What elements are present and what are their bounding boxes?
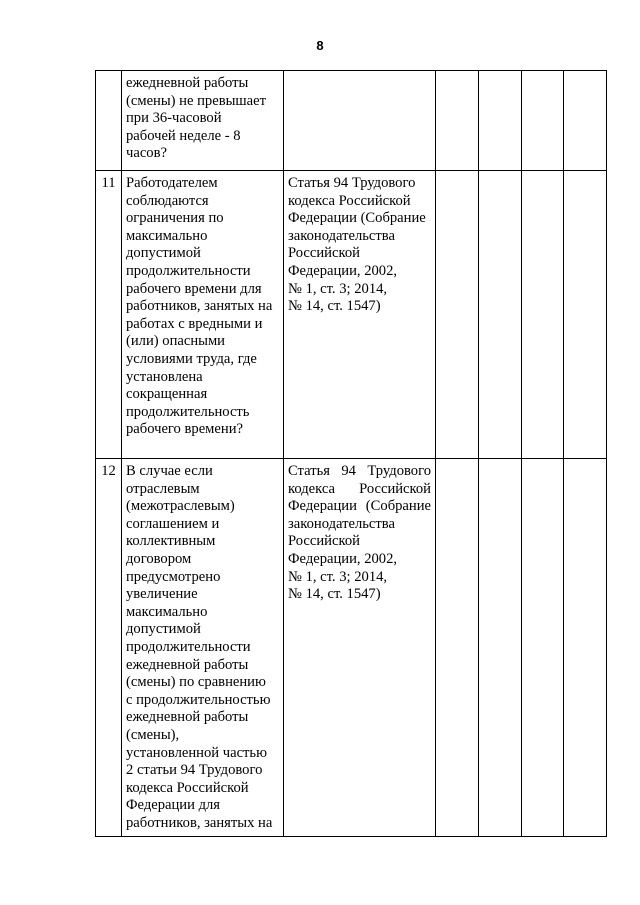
row-number: 12 [96,459,122,837]
question-line: ограничения по [126,210,224,227]
question-line: продолжительности [126,262,251,279]
question-line: работников, занятых на [126,814,273,831]
basis-line: Федерации, 2002, [288,262,398,279]
question-line: продолжительности [126,638,251,655]
question-line: работников, занятых на [126,298,273,315]
question-line: кодекса Российской [126,779,249,796]
basis-line: Федерации, 2002, [288,550,398,567]
question-line: соблюдаются [126,192,209,209]
basis-line: законодательства [288,227,395,244]
question-line: условиями труда, где [126,350,257,367]
question-cell [122,171,284,459]
question-cell [122,71,284,171]
question-line: (смены) по сравнению [126,674,266,691]
basis-line: Российской [288,533,360,550]
basis-line: Федерации (Собрание [288,210,426,227]
question-line: рабочего времени для [126,280,262,297]
legal-basis-cell [284,459,436,837]
question-line: (или) опасными [126,333,225,350]
question-line: сокращенная [126,386,208,403]
checklist-table [95,70,607,837]
table-row [96,459,607,837]
basis-line: № 1, ст. 3; 2014, [288,280,388,297]
basis-line: Статья 94 Трудового [288,175,416,191]
basis-line: Федерации (Собрание [288,498,431,515]
row-number: 11 [96,171,122,459]
question-line: предусмотрено [126,568,221,585]
answer-na-cell [522,171,564,459]
question-line: ежедневной работы [126,656,249,673]
answer-na-cell [522,459,564,837]
question-line: установлена [126,368,203,385]
comment-cell [564,459,607,837]
answer-na-cell [522,71,564,171]
question-line: рабочей неделе - 8 [126,127,241,144]
question-line: отраслевым [126,480,200,497]
page-number: 8 [316,38,324,53]
comment-cell [564,171,607,459]
answer-yes-cell [436,71,479,171]
basis-line: № 14, ст. 1547) [288,298,381,315]
basis-line: Российской [288,245,360,262]
question-line: (межотраслевым) [126,498,235,515]
answer-no-cell [479,171,522,459]
answer-no-cell [479,71,522,171]
question-line: (смены), [126,726,180,743]
question-line: продолжительность [126,403,250,420]
question-line: соглашением и [126,515,220,532]
answer-yes-cell [436,171,479,459]
question-line: максимально [126,227,208,244]
question-line: допустимой [126,621,201,638]
question-line: договором [126,550,192,567]
basis-line: кодекса Российской [288,192,411,209]
question-line: часов? [126,145,167,162]
table-row [96,171,607,459]
basis-line: № 14, ст. 1547) [288,586,381,603]
question-line: увеличение [126,586,198,603]
question-line: В случае если [126,463,213,479]
answer-no-cell [479,459,522,837]
comment-cell [564,71,607,171]
question-line: ежедневной работы [126,75,249,91]
question-line: 2 статьи 94 Трудового [126,762,263,779]
basis-line: Статья 94 Трудового [288,463,431,479]
question-line: при 36-часовой [126,110,222,127]
question-cell [122,459,284,837]
basis-line: кодекса Российской [288,480,431,497]
legal-basis-cell [284,71,436,171]
legal-basis-cell [284,171,436,459]
question-line: (смены) не превышает [126,92,266,109]
basis-line: № 1, ст. 3; 2014, [288,568,388,585]
question-line: рабочего времени? [126,421,243,438]
basis-line: законодательства [288,515,395,532]
question-line: с продолжительностью [126,691,271,708]
question-line: допустимой [126,245,201,262]
row-number [96,71,122,171]
question-line: коллективным [126,533,216,550]
answer-yes-cell [436,459,479,837]
table-row [96,71,607,171]
question-line: максимально [126,603,208,620]
question-line: установленной частью [126,744,267,761]
question-line: Работодателем [126,175,218,191]
question-line: Федерации для [126,797,220,814]
question-line: работах с вредными и [126,315,263,332]
question-line: ежедневной работы [126,709,249,726]
